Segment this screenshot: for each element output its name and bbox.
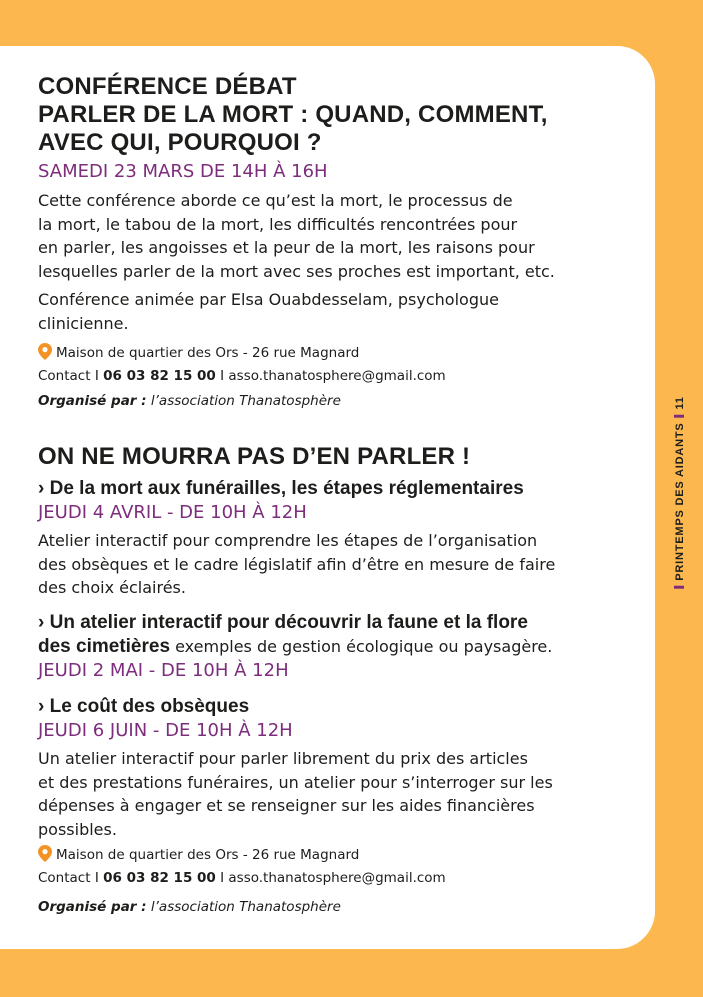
section1-email[interactable]: I asso.thanatosphere@gmail.com: [220, 368, 446, 384]
workshop2-date: JEUDI 2 MAI - DE 10H À 12H: [38, 660, 289, 681]
section2-location-text: Maison de quartier des Ors - 26 rue Magnard: [56, 847, 360, 863]
section2-organizer-name: l’association Thanatosphère: [150, 899, 341, 915]
side-bar-right: [674, 415, 684, 418]
page-number: 11: [674, 396, 686, 410]
section2-contact: [38, 869, 446, 887]
section1-location: [38, 343, 359, 365]
location-pin-icon: [38, 845, 52, 867]
section2-location: [38, 845, 359, 867]
section1-title-line3: AVEC QUI, POURQUOI ?: [38, 129, 322, 156]
workshop2-title-line2: [38, 635, 552, 659]
section1-date: SAMEDI 23 MARS DE 14H À 16H: [38, 161, 328, 182]
section2-phone[interactable]: 06 03 82 15 00: [103, 870, 216, 886]
section1-organizer: [38, 392, 341, 410]
workshop1-title: › De la mort aux funérailles, les étapes réglementaires: [38, 478, 524, 499]
workshop2-title-rest: exemples de gestion écologique ou paysagère.: [170, 637, 553, 656]
section1-title-line2: PARLER DE LA MORT : QUAND, COMMENT,: [38, 101, 548, 128]
workshop3-title: › Le coût des obsèques: [38, 696, 250, 717]
section2-organizer-label: Organisé par :: [38, 899, 147, 915]
workshop3-description: Un atelier interactif pour parler librement du prix des articles et des prestations funéraires, un atelier pour s’interroger sur les dépenses à engager et se renseigner sur les aides financières possibles.: [38, 749, 553, 839]
workshop3-date: JEUDI 6 JUIN - DE 10H À 12H: [38, 720, 293, 741]
section1-speaker: Conférence animée par Elsa Ouabdesselam, psychologue clinicienne.: [38, 290, 499, 333]
side-label-text: PRINTEMPS DES AIDANTS: [674, 422, 686, 581]
workshop1-date: JEUDI 4 AVRIL - DE 10H À 12H: [38, 502, 307, 523]
section2-contact-label: Contact I: [38, 870, 99, 886]
workshop2-title-line1: › Un atelier interactif pour découvrir la faune et la flore: [38, 612, 528, 633]
section1-contact-label: Contact I: [38, 368, 99, 384]
section2-organizer: [38, 898, 341, 916]
workshop1-description: Atelier interactif pour comprendre les étapes de l’organisation des obsèques et le cadre législatif afin d’être en mesure de faire des choix éclairés.: [38, 531, 556, 597]
section1-location-text: Maison de quartier des Ors - 26 rue Magnard: [56, 345, 360, 361]
section1-description: Cette conférence aborde ce qu’est la mort, le processus de la mort, le tabou de la mort, les difficultés rencontrées pour en parler, les angoisses et la peur de la mort, les raisons pour lesquelles parler de la mort avec ses proches est important, etc.: [38, 191, 555, 281]
section1-phone[interactable]: 06 03 82 15 00: [103, 368, 216, 384]
workshop2-title-bold: des cimetières: [38, 636, 171, 657]
section1-contact: [38, 367, 446, 385]
side-bar-left: [674, 586, 684, 589]
section1-organizer-name: l’association Thanatosphère: [150, 393, 341, 409]
location-pin-icon: [38, 343, 52, 365]
section1-organizer-label: Organisé par :: [38, 393, 147, 409]
section2-email[interactable]: I asso.thanatosphere@gmail.com: [220, 870, 446, 886]
side-label: [669, 380, 691, 610]
section1-title-line1: CONFÉRENCE DÉBAT: [38, 73, 297, 100]
section2-title: ON NE MOURRA PAS D’EN PARLER !: [38, 443, 471, 470]
